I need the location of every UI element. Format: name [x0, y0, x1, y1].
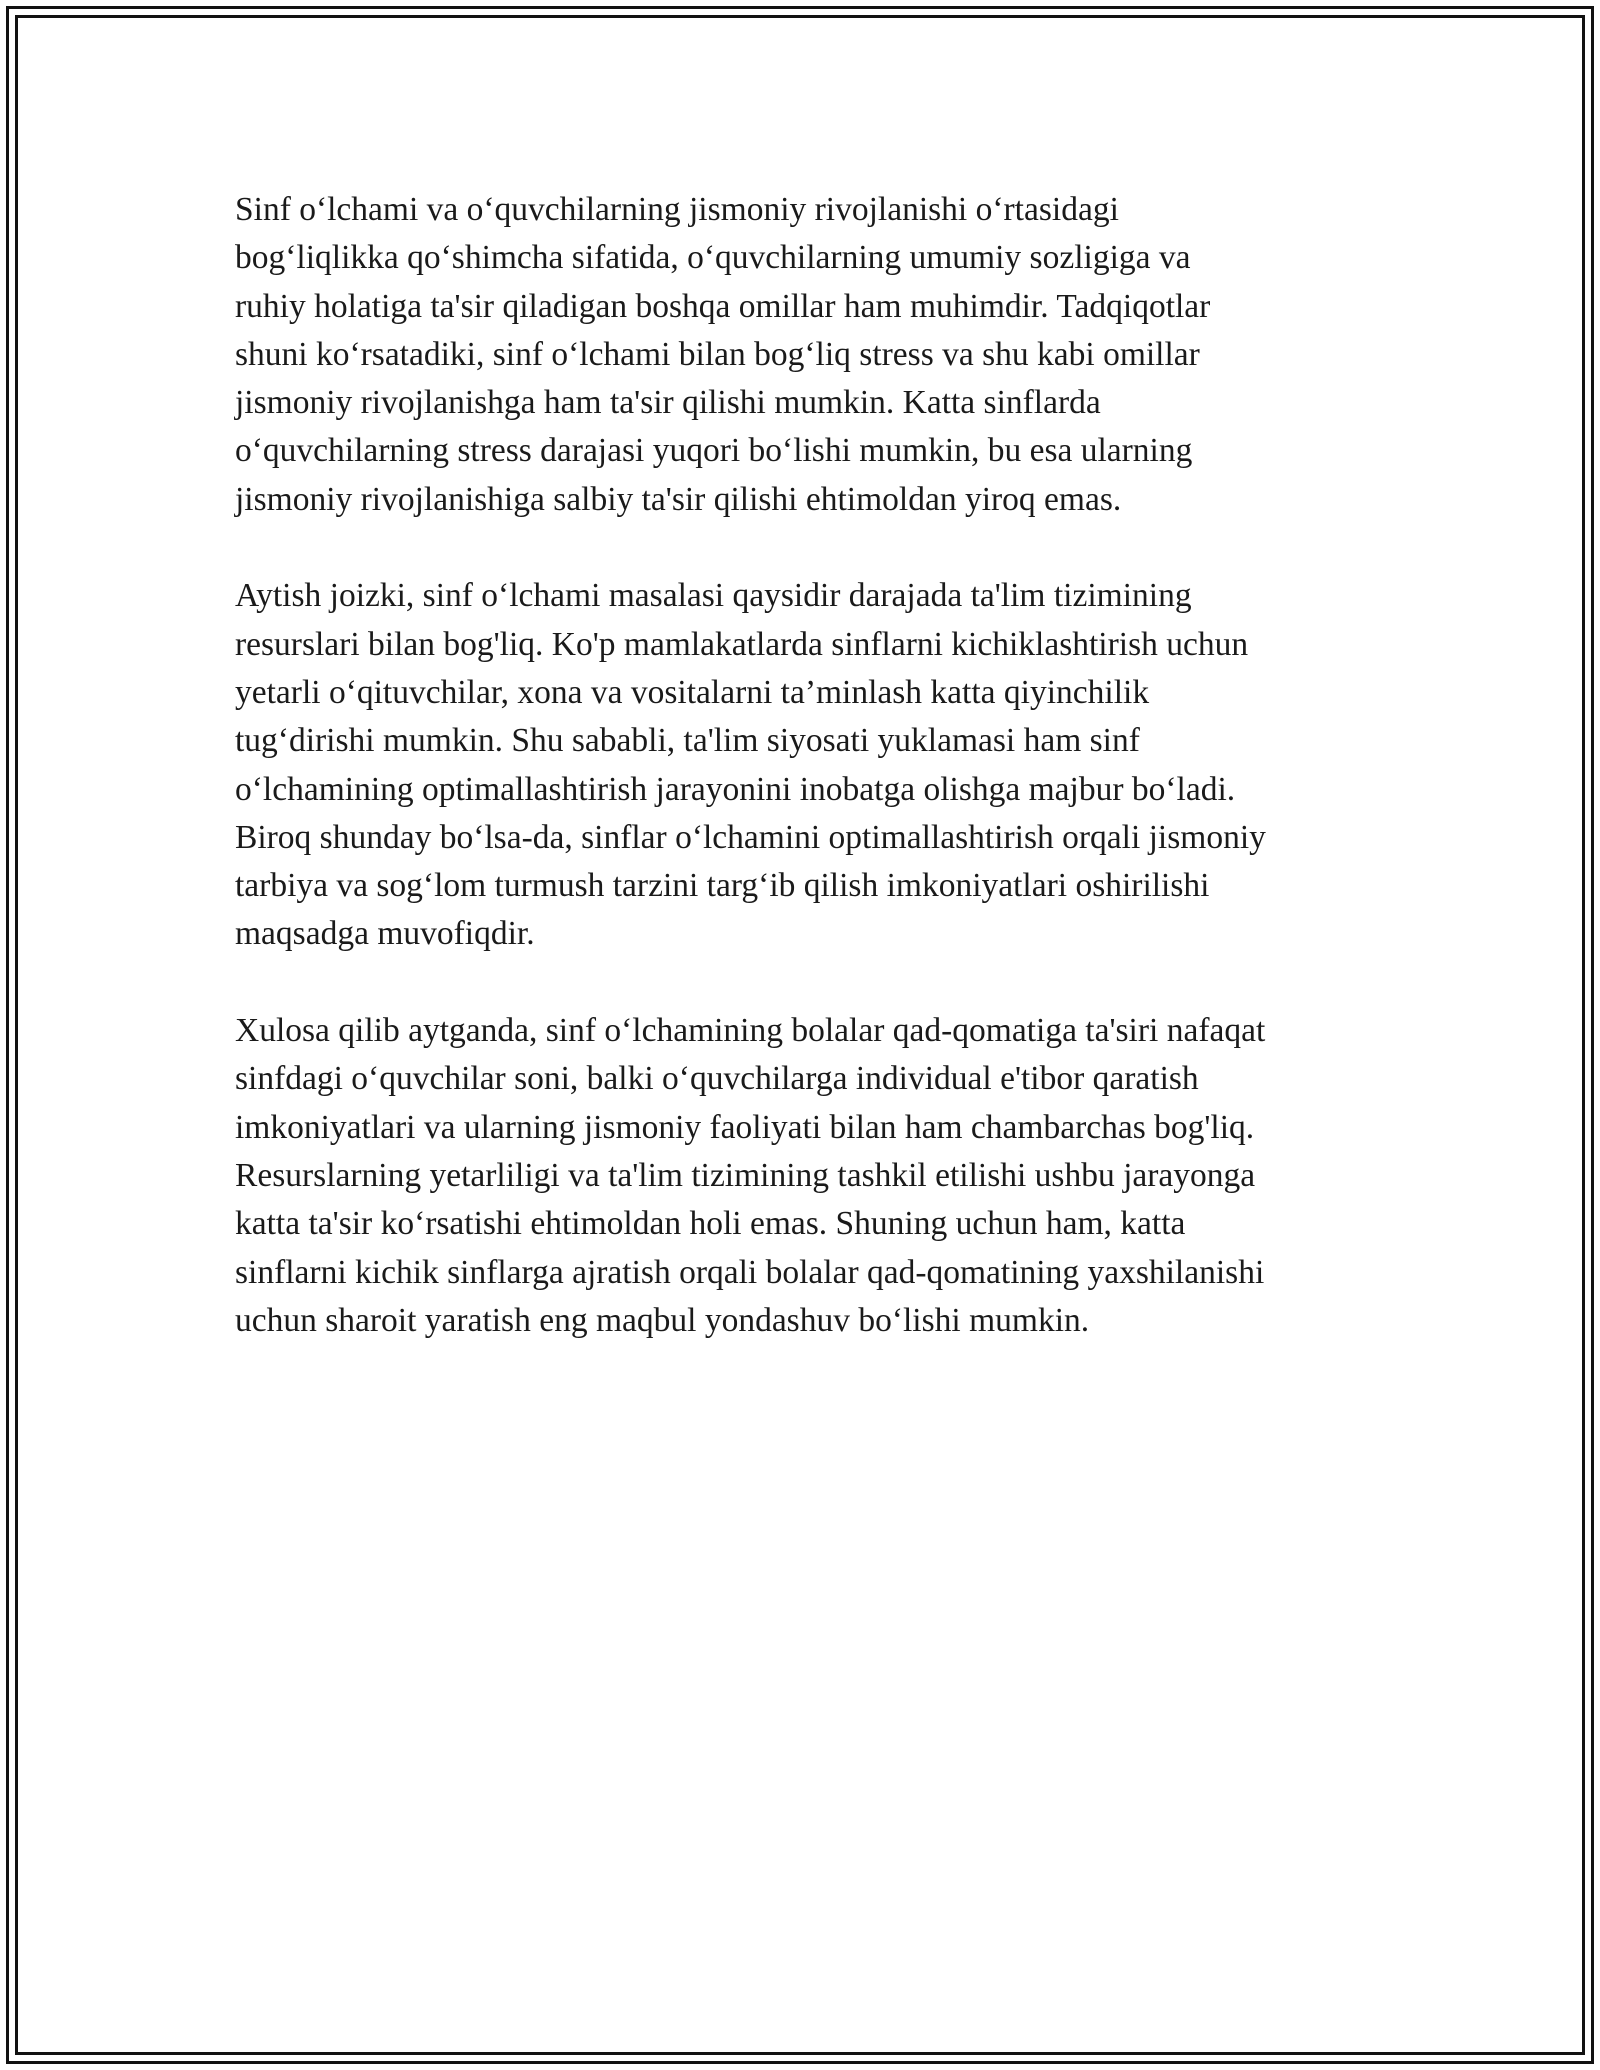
text-line: yetarli o‘qituvchilar, xona va vositalarni ta’minlash katta qiyinchilik: [235, 673, 1150, 711]
text-line: Xulosa qilib aytganda, sinf o‘lchamining bolalar qad-qomatiga ta'siri nafaqat: [235, 1012, 1266, 1050]
text-line: Biroq shunday bo‘lsa-da, sinflar o‘lchamini optimallashtirish orqali jismoniy: [235, 818, 1266, 856]
text-line: imkoniyatlari va ularning jismoniy faoliyati bilan ham chambarchas bog'liq.: [235, 1108, 1255, 1146]
text-line: maqsadga muvofiqdir.: [235, 915, 535, 953]
text-line: katta ta'sir ko‘rsatishi ehtimoldan holi emas. Shuning uchun ham, katta: [235, 1205, 1186, 1243]
text-line: bog‘liqlikka qo‘shimcha sifatida, o‘quvchilarning umumiy sozligiga va: [235, 239, 1191, 277]
text-line: tug‘dirishi mumkin. Shu sababli, ta'lim siyosati yuklamasi ham sinf: [235, 722, 1140, 760]
text-line: o‘quvchilarning stress darajasi yuqori bo‘lishi mumkin, bu esa ularning: [235, 432, 1193, 470]
text-line: jismoniy rivojlanishiga salbiy ta'sir qilishi ehtimoldan yiroq emas.: [235, 480, 1122, 518]
paragraph-1: [235, 186, 1395, 524]
text-line: ruhiy holatiga ta'sir qiladigan boshqa omillar ham muhimdir. Tadqiqotlar: [235, 287, 1211, 325]
text-line: Resurslarning yetarliligi va ta'lim tizimining tashkil etilishi ushbu jarayonga: [235, 1156, 1256, 1194]
text-line: shuni ko‘rsatadiki, sinf o‘lchami bilan bog‘liq stress va shu kabi omillar: [235, 335, 1200, 373]
document-body: [235, 186, 1395, 1393]
text-line: sinfdagi o‘quvchilar soni, balki o‘quvchilarga individual e'tibor qaratish: [235, 1060, 1199, 1098]
text-line: tarbiya va sog‘lom turmush tarzini targ‘ib qilish imkoniyatlari oshirilishi: [235, 867, 1210, 905]
text-line: uchun sharoit yaratish eng maqbul yondashuv bo‘lishi mumkin.: [235, 1301, 1090, 1339]
text-line: Aytish joizki, sinf o‘lchami masalasi qaysidir darajada ta'lim tizimining: [235, 577, 1192, 615]
text-line: sinflarni kichik sinflarga ajratish orqali bolalar qad-qomatining yaxshilanishi: [235, 1253, 1265, 1291]
text-line: resurslari bilan bog'liq. Ko'p mamlakatlarda sinflarni kichiklashtirish uchun: [235, 625, 1249, 663]
paragraph-2: [235, 572, 1395, 958]
text-line: o‘lchamining optimallashtirish jarayonini inobatga olishga majbur bo‘ladi.: [235, 770, 1236, 808]
paragraph-3: [235, 1007, 1395, 1345]
text-line: jismoniy rivojlanishga ham ta'sir qilishi mumkin. Katta sinflarda: [235, 384, 1101, 422]
text-line: Sinf o‘lchami va o‘quvchilarning jismoniy rivojlanishi o‘rtasidagi: [235, 191, 1119, 228]
